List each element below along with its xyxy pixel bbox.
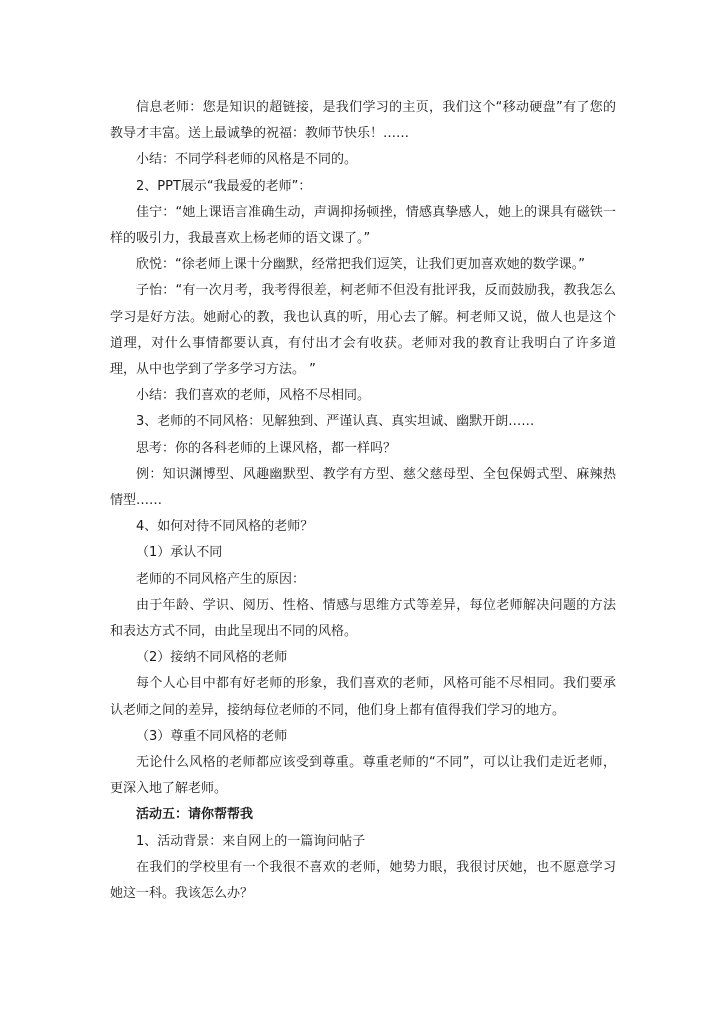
paragraph-examples: 例：知识渊博型、风趣幽默型、教学有方型、慈父慈母型、全包保姆式型、麻辣热情型……	[110, 466, 616, 509]
paragraph-styles-heading: 3、老师的不同风格：见解独到、严谨认真、真实坦诚、幽默开朗……	[136, 414, 535, 430]
paragraph-xinyue: 欣悦：“徐老师上课十分幽默，经常把我们逗笑，让我们更加喜欢她的数学课。”	[136, 257, 585, 273]
paragraph-accept-body: 每个人心目中都有好老师的形象，我们喜欢的老师，风格可能不尽相同。我们要承认老师之间的差异，接纳每位老师的不同，他们身上都有值得我们学习的地方。	[110, 676, 616, 718]
paragraph-ziyi: 子怡：“有一次月考，我考得很差，柯老师不但没有批评我，反而鼓励我，教我怎么学习是好方法。她耐心的教，我也认真的听，用心去了解。柯老师又说，做人也是这个道理，对什么事情都要认真，有付出才会有收获。老师对我的教育让我明白了许多道理，从中也学到了学多学习方法。 ”	[110, 283, 616, 378]
paragraph-summary-1: 小结：不同学科老师的风格是不同的。	[136, 152, 358, 168]
document-body	[110, 95, 616, 907]
paragraph-respect-body: 无论什么风格的老师都应该受到尊重。尊重老师的“不同”，可以让我们走近老师，更深入地了解老师。	[110, 755, 616, 797]
paragraph-think: 思考：你的各科老师的上课风格，都一样吗？	[136, 440, 397, 456]
paragraph-summary-2: 小结：我们喜欢的老师，风格不尽相同。	[136, 388, 371, 404]
paragraph-how-to-treat: 4、如何对待不同风格的老师？	[136, 519, 314, 535]
paragraph-info-teacher: 信息老师：您是知识的超链接，是我们学习的主页，我们这个“移动硬盘”有了您的教导才丰富。送上最诚挚的祝福：教师节快乐！……	[110, 100, 616, 142]
paragraph-post-content: 在我们的学校里有一个我很不喜欢的老师，她势力眼，我很讨厌她，也不愿意学习她这一科。我该怎么办？	[110, 859, 616, 902]
paragraph-reasons-heading: 老师的不同风格产生的原因：	[136, 571, 306, 587]
paragraph-ppt-heading: 2、PPT展示“我最爱的老师”：	[136, 178, 312, 194]
paragraph-jianing: 佳宁：“她上课语言准确生动，声调抑扬顿挫，情感真挚感人，她上的课具有磁铁一样的吸引力，我最喜欢上杨老师的语文课了。”	[110, 204, 616, 247]
paragraph-reasons: 由于年龄、学识、阅历、性格、情感与思维方式等差异，每位老师解决问题的方法和表达方式不同，由此呈现出不同的风格。	[110, 597, 616, 640]
section-heading-activity-5: 活动五：请你帮帮我	[136, 807, 254, 823]
paragraph-accept: （2）接纳不同风格的老师	[136, 650, 288, 666]
paragraph-respect: （3）尊重不同风格的老师	[136, 728, 288, 744]
paragraph-acknowledge: （1）承认不同	[136, 545, 223, 561]
paragraph-activity-background: 1、活动背景：来自网上的一篇询问帖子	[136, 833, 366, 849]
